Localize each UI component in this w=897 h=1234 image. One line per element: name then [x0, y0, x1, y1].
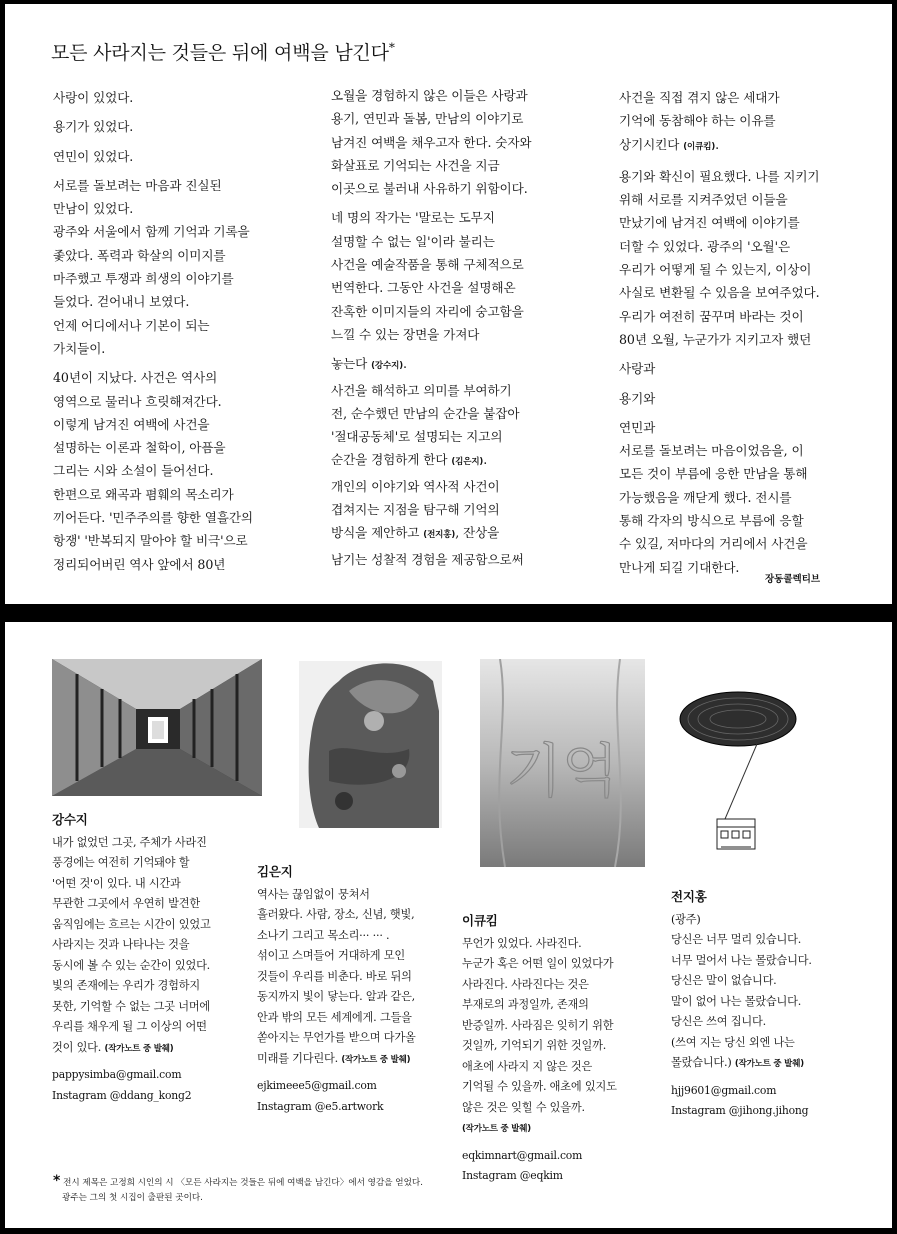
paragraph [619, 387, 820, 410]
text-line: 설명할 수 없는 일'이라 불리는 [331, 233, 495, 249]
ellipse-drawing [677, 689, 802, 859]
text-line: 이렇게 남겨진 여백에 사건을 [53, 416, 210, 432]
artist-note-line [257, 1049, 416, 1071]
artist-block-kim [257, 862, 416, 1117]
text-line: 않은 것은 잊힐 수 있을까. [462, 1100, 585, 1114]
text-line: 것이 있다. [52, 1040, 102, 1054]
text-line: 쏟아지는 무언가를 받으며 다가올 [257, 1031, 416, 1044]
text-line: 잔혹한 이미지들의 자리에 숭고함을 [331, 303, 524, 319]
text-line: 사건을 예술작품을 통해 구체적으로 [331, 257, 524, 273]
text-line: 더할 수 있었다. 광주의 '오월'은 [619, 238, 791, 254]
text-line: 것일까, 기억되기 위한 것일까. [462, 1039, 607, 1052]
text-line: 동지까지 빛이 닿는다. 알과 같은, [257, 990, 416, 1003]
text-line: 용기, 연민과 돌봄, 만남의 이야기로 [331, 111, 524, 127]
text-line: 사실로 변환될 수 있음을 보여주었다. [619, 285, 820, 301]
text-line: 용기가 있었다. [53, 119, 134, 135]
text-line: 들었다. 걷어내니 보였다. [53, 294, 190, 310]
text-line: 말이 없어 나는 몰랐습니다. [671, 994, 802, 1008]
text-line: 용기와 [619, 390, 656, 406]
text-line: 당신은 말이 없습니다. [671, 974, 777, 987]
text-line: 부재로의 과정일까, 존재의 [462, 998, 589, 1011]
text-line: 모든 것이 부름에 응한 만남을 통해 [619, 466, 808, 482]
text-line: 연민과 [619, 419, 656, 435]
text-line: 오월을 경험하지 않은 이들은 사랑과 [331, 88, 528, 103]
artist-instagram[interactable]: Instagram @e5.artwork [257, 1099, 384, 1113]
text-line: 한편으로 왜곡과 폄훼의 목소리가 [53, 486, 234, 502]
intro-panel [5, 4, 892, 604]
text-line: 동시에 볼 수 있는 순간이 있었다. [52, 958, 211, 972]
text-line: 못한, 기억할 수 없는 그곳 너머에 [52, 999, 211, 1013]
artist-name: 강수지 [52, 812, 88, 827]
text-line: 누군가 혹은 어떤 일이 있었다가 [462, 957, 614, 970]
corridor-photo [52, 659, 262, 796]
text-line: 우리를 채우게 될 그 이상의 어떤 [52, 1020, 207, 1033]
text-line: 그리는 시와 소설이 들어선다. [53, 463, 214, 479]
artist-block-eqkim [462, 911, 617, 1187]
text-line: 사건을 해석하고 의미를 부여하기 [331, 382, 512, 398]
text-line: 섞이고 스며들어 거대하게 모인 [257, 949, 405, 962]
text-line: 항쟁' '반복되지 말아야 할 비극'으로 [53, 533, 248, 549]
exhibition-title: 모든 사라지는 것들은 뒤에 여백을 남긴다* [51, 40, 395, 64]
rock-painting [299, 661, 442, 828]
text-line: 몰랐습니다.) [671, 1056, 732, 1069]
text-line: 흘러왔다. 사람, 장소, 신념, 햇빛, [257, 908, 415, 921]
text-line: 서로를 돌보려는 마음과 진실된 [53, 177, 222, 193]
intro-col2-rest: 놓는다 (강수지). 사건을 해석하고 의미를 부여하기 전, 순수했던 만남의 순간을 붙잡아 '절대공동체'로 설명되는 지고의 순간을 경험하게 한다 (김은지). 개인의 이야기와 역사적 사건이 겹쳐지는 지점을 탐구해 기억의 방식을 제안하고 (전지홍), 잔상을 남기는 성찰적 경험을 제공함으로써 [331, 352, 532, 571]
intro-column-2 [331, 84, 532, 577]
text-line: 가치들이. [53, 340, 106, 356]
artist-note-line [52, 1038, 211, 1060]
text-line: 사랑과 [619, 361, 656, 377]
text-line: 가능했음을 깨닫게 했다. 전시를 [619, 489, 792, 505]
paragraph [53, 174, 253, 360]
text-line: 영역으로 물러나 흐릿해져간다. [53, 393, 222, 409]
text-line: 사라진다. 사라진다는 것은 [462, 977, 589, 991]
text-line: 이곳으로 불러내 사유하기 위함이다. [331, 181, 528, 197]
intro-column-1 [53, 86, 253, 582]
text-line: 사라지는 것과 나타나는 것을 [52, 938, 190, 951]
artist-email[interactable]: eqkimnart@gmail.com [462, 1148, 583, 1162]
text-line: 기억에 동참해야 하는 이유를 [619, 113, 776, 129]
text-line: 만나게 되길 기대한다. [619, 559, 740, 575]
text-line: (광주) [671, 912, 701, 926]
collective-signature: 장동콜렉티브 [765, 574, 821, 585]
text-line: 기억될 수 있을까. 애초에 있지도 [462, 1080, 617, 1093]
text-line: 설명하는 이론과 철학이, 아픔을 [53, 440, 226, 456]
artist-email[interactable]: hjj9601@gmail.com [671, 1083, 777, 1097]
text-line: 너무 멀어서 나는 몰랐습니다. [671, 953, 812, 967]
text-line: 안과 밖의 모든 세계에게. 그들을 [257, 1010, 412, 1024]
paragraph [53, 86, 253, 109]
text-line: 광주와 서울에서 함께 기억과 기록을 [53, 224, 250, 240]
text-line: 개인의 이야기와 역사적 사건이 [331, 478, 500, 494]
artists-panel [5, 622, 892, 1228]
artist-name: 이큐킴 [462, 913, 498, 928]
paragraph [53, 145, 253, 168]
artist-email[interactable]: ejkimeee5@gmail.com [257, 1079, 377, 1092]
paragraph [619, 416, 820, 579]
artist-note-line [671, 1053, 812, 1075]
artist-instagram[interactable]: Instagram @eqkim [462, 1169, 563, 1182]
text-line: 정리되어버린 역사 앞에서 80년 [53, 556, 226, 572]
text-line: 용기와 확신이 필요했다. 나를 지키기 [619, 168, 820, 184]
text-line: 것들이 우리를 비춘다. 바로 뒤의 [257, 969, 412, 983]
text-line: 소나기 그리고 목소리··· ··· . [257, 928, 390, 942]
paragraph [53, 115, 253, 138]
artist-name: 전지홍 [671, 889, 707, 904]
text-line: 움직임에는 흐르는 시간이 있었고 [52, 917, 211, 931]
text-line: 남겨진 여백을 채우고자 한다. 숫자와 [331, 134, 532, 150]
text-line: '어떤 것'이 있다. 내 시간과 [52, 876, 181, 890]
text-line: 언제 어디에서나 기본이 되는 [53, 317, 210, 333]
text-line: 겹쳐지는 지점을 탐구해 기억의 [331, 502, 500, 518]
text-line: 느낄 수 있는 장면을 가져다 [331, 326, 480, 342]
text-line: 좇았다. 폭력과 학살의 이미지를 [53, 247, 226, 263]
text-line: 번역한다. 그동안 사건을 설명해온 [331, 280, 516, 296]
text-line: (쓰여 지는 당신 외엔 나는 [671, 1035, 795, 1049]
text-line: 화살표로 기억되는 사건을 지금 [331, 157, 500, 173]
text-line: 역사는 끊임없이 뭉쳐서 [257, 887, 370, 901]
artist-block-jeon [671, 887, 812, 1122]
paragraph [331, 84, 532, 200]
text-line: 사랑이 있었다. [53, 90, 134, 105]
text-line: 위해 서로를 지켜주었던 이들을 [619, 192, 788, 208]
text-line: 내가 없었던 그곳, 주체가 사라진 [52, 835, 207, 849]
text-line: 만났기에 남겨진 여백에 이야기를 [619, 215, 800, 231]
text-line: 우리가 여전히 꿈꾸며 바라는 것이 [619, 308, 804, 324]
text-line: 풍경에는 여전히 기억돼야 할 [52, 856, 190, 869]
text-line: 마주했고 투쟁과 희생의 이야기를 [53, 271, 234, 287]
artist-note-source: (작가노트 중 발췌) [734, 1059, 804, 1069]
text-line: 끼어든다. '민주주의를 향한 열흘간의 [53, 510, 253, 526]
artist-note-source: (작가노트 중 발췌) [104, 1043, 174, 1054]
artist-note-source: (작가노트 중 발췌) [462, 1124, 531, 1134]
text-line: 당신은 너무 멀리 있습니다. [671, 933, 802, 946]
text-line: 80년 오월, 누군가가 지키고자 했던 [619, 331, 812, 347]
fabric-text: 기억 [505, 737, 619, 805]
text-line: 빛의 존재에는 우리가 경험하지 [52, 979, 200, 992]
text-line: 미래를 기다린다. [257, 1051, 338, 1065]
artist-instagram[interactable]: Instagram @ddang_kong2 [52, 1088, 192, 1102]
text-line: 전, 순수했던 만남의 순간을 붙잡아 [331, 405, 520, 421]
artist-note-line [462, 1118, 617, 1140]
artist-note-source: (작가노트 중 발췌) [341, 1054, 411, 1065]
paragraph [619, 165, 820, 351]
text-line: 애초에 사라지 지 않은 것은 [462, 1059, 593, 1073]
text-line: 연민이 있었다. [53, 148, 134, 164]
artist-instagram[interactable]: Instagram @jihong.jihong [671, 1104, 809, 1117]
paragraph [331, 206, 532, 346]
text-line: 당신은 쓰여 집니다. [671, 1015, 766, 1028]
text-line: 만남이 있었다. [53, 201, 134, 217]
text-line: 수 있길, 저마다의 거리에서 사건을 [619, 536, 808, 552]
footnote: * 전시 제목은 고정희 시인의 시 〈모든 사라지는 것들은 뒤에 여백을 남긴다〉에서 영감을 얻었다. 광주는 그의 첫 시집이 출판된 곳이다. [53, 1173, 423, 1203]
artist-email[interactable]: pappysimba@gmail.com [52, 1068, 182, 1081]
paragraph [53, 366, 253, 576]
text-line: 반증일까. 사라짐은 잊히기 위한 [462, 1018, 614, 1032]
paragraph [619, 357, 820, 380]
intro-column-3: 사건을 직접 겪지 않은 세대가 기억에 동참해야 하는 이유를 상기시킨다 (이큐킴). 용기와 확신이 필요했다. 나를 지키기 위해 서로를 지켜주었던 이들을 만났기에 남겨진 여백에 이야기를 더할 수 있었다. 광주의 '오월'은 우리가 어떻게 될 수 있는지, 이상이 사실로 변환될 수 있음을 보여주었다. 우리가 여전히 꿈꾸며 바라는 것이 80년 오월, 누군가가 지키고자 했던 사랑과 용기와 연민과 서로를 돌보려는 마음이었음을, 이 모든 것이 부름에 응한 만남을 통해 가능했음을 깨닫게 했다. 전시를 통해 각자의 방식으로 부름에 응할 수 있길, 저마다의 거리에서 사건을 만나게 되길 기대한다. [619, 86, 820, 585]
text-line: '절대공동체'로 설명되는 지고의 [331, 429, 503, 445]
artist-name: 김은지 [257, 864, 293, 879]
text-line: 무관한 그곳에서 우연히 발견한 [52, 897, 200, 910]
text-line: 40년이 지났다. 사건은 역사의 [53, 370, 218, 386]
text-line: 무언가 있었다. 사라진다. [462, 936, 582, 950]
artist-block-kang [52, 810, 211, 1106]
text-line: 통해 각자의 방식으로 부름에 응할 [619, 513, 804, 529]
text-line: 네 명의 작가는 '말로는 도무지 [331, 210, 495, 226]
text-line: 서로를 돌보려는 마음이었음을, 이 [619, 443, 804, 459]
text-line: 사건을 직접 겪지 않은 세대가 [619, 90, 780, 105]
text-line: 우리가 어떻게 될 수 있는지, 이상이 [619, 262, 812, 278]
fabric-artwork [480, 659, 645, 867]
